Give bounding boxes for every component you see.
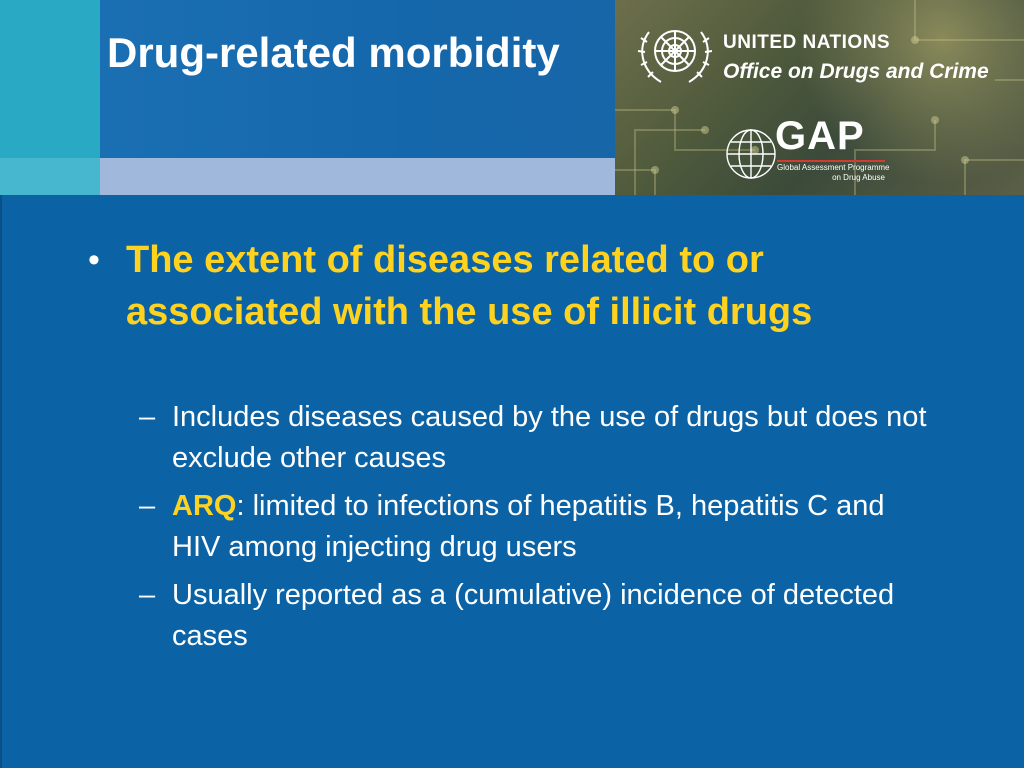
logo-panel (615, 0, 1024, 195)
globe-icon (725, 124, 777, 184)
header-light-bar (100, 158, 615, 195)
sub-bullet-text-part: Includes diseases caused by the use of drugs but does not exclude other causes (172, 401, 927, 474)
dash-icon: – (139, 579, 156, 611)
gap-programme-line-2: on Drug Abuse (832, 173, 885, 182)
slide-header (0, 0, 1024, 195)
arq-emphasis: ARQ (172, 490, 237, 522)
dash-icon: – (139, 490, 156, 522)
bullet-dot-icon: • (88, 241, 100, 279)
un-name-text: UNITED NATIONS (723, 32, 891, 53)
main-bullet (88, 234, 968, 338)
un-emblem-icon (635, 18, 715, 88)
sub-bullet (139, 486, 939, 568)
dash-icon: – (139, 401, 156, 433)
left-edge-line (0, 195, 2, 768)
slide-title: Drug-related morbidity (107, 29, 560, 76)
sub-bullet (139, 575, 939, 657)
header-teal-block (0, 0, 100, 158)
header-teal-strip (0, 158, 100, 195)
sub-bullet-text-part: Usually reported as a (cumulative) incidence of detected cases (172, 579, 895, 652)
gap-logo-red-rule (777, 160, 885, 162)
sub-bullet-text-part: : limited to infections of hepatitis B, hepatitis C and HIV among injecting drug users (172, 490, 885, 563)
gap-logo-text: GAP (775, 114, 865, 158)
sub-bullet (139, 397, 939, 479)
sub-bullet-text (172, 397, 939, 479)
main-bullet-text: The extent of diseases related to or associated with the use of illicit drugs (126, 239, 813, 333)
sub-bullet-text (172, 575, 939, 657)
header-title-area (100, 0, 615, 158)
unodc-office-text: Office on Drugs and Crime (723, 60, 989, 83)
gap-programme-line-1: Global Assessment Programme (777, 163, 890, 172)
sub-bullet-text (172, 486, 939, 568)
